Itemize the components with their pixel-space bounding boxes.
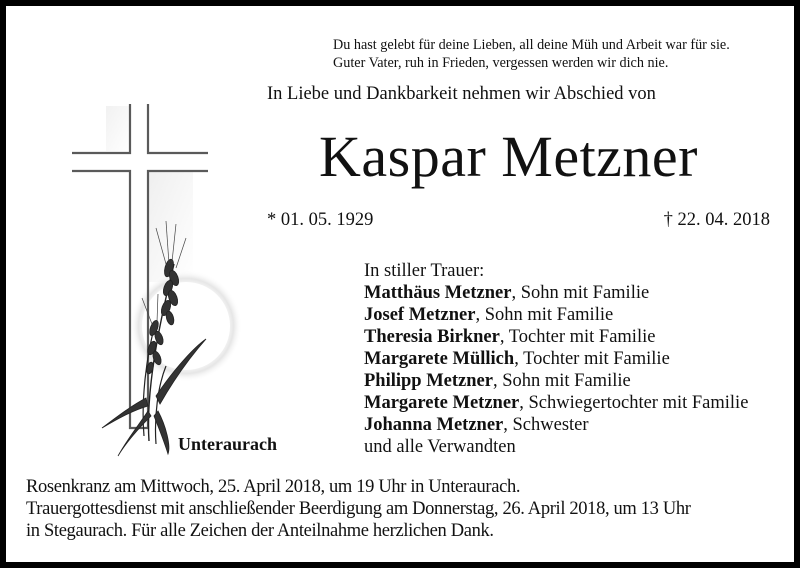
mourner-entry	[364, 370, 748, 392]
mourner-relation: , Tochter mit Familie	[514, 349, 670, 369]
mourner-name: Johanna Metzner	[364, 415, 504, 435]
deceased-name: Kaspar Metzner	[319, 124, 698, 189]
mourner-relation: , Sohn mit Familie	[511, 283, 650, 303]
quote-line: Guter Vater, ruh in Frieden, vergessen werden wir dich nie.	[333, 55, 669, 71]
mourner-name: Theresia Birkner	[364, 327, 500, 347]
place-name: Unteraurach	[178, 434, 277, 454]
mourner-name: Matthäus Metzner	[364, 283, 512, 303]
memorial-quote	[333, 36, 730, 72]
death-date: † 22. 04. 2018	[663, 210, 770, 230]
mourner-entry	[364, 392, 748, 414]
mourner-name: Margarete Müllich	[364, 349, 515, 369]
service-info	[26, 476, 691, 542]
mourner-name: Josef Metzner	[364, 305, 476, 325]
service-line: in Stegaurach. Für alle Zeichen der Anteilnahme herzlichen Dank.	[26, 521, 494, 541]
mourner-entry	[364, 282, 748, 304]
mourner-entry	[364, 414, 748, 436]
birth-date: * 01. 05. 1929	[267, 210, 374, 230]
mourners-list	[364, 260, 748, 458]
intro-text: In Liebe und Dankbarkeit nehmen wir Abschied von	[267, 84, 656, 104]
quote-line: Du hast gelebt für deine Lieben, all deine Müh und Arbeit war für sie.	[333, 37, 730, 53]
mourner-entry	[364, 326, 748, 348]
mourner-name: Margarete Metzner	[364, 393, 520, 413]
mourner-relation: , Schwiegertochter mit Familie	[519, 393, 749, 413]
mourners-heading: In stiller Trauer:	[364, 261, 485, 281]
mourner-entry	[364, 304, 748, 326]
mourner-relation: , Sohn mit Familie	[475, 305, 614, 325]
mourner-entry	[364, 348, 748, 370]
mourner-relation: , Tochter mit Familie	[499, 327, 656, 347]
service-line: Trauergottesdienst mit anschließender Beerdigung am Donnerstag, 26. April 2018, um 13 Uhr	[26, 499, 691, 519]
service-line: Rosenkranz am Mittwoch, 25. April 2018, um 19 Uhr in Unteraurach.	[26, 477, 521, 497]
mourner-relation: , Schwester	[503, 415, 589, 435]
mourner-relation: , Sohn mit Familie	[492, 371, 631, 391]
mourners-closing: und alle Verwandten	[364, 437, 516, 457]
mourner-name: Philipp Metzner	[364, 371, 493, 391]
